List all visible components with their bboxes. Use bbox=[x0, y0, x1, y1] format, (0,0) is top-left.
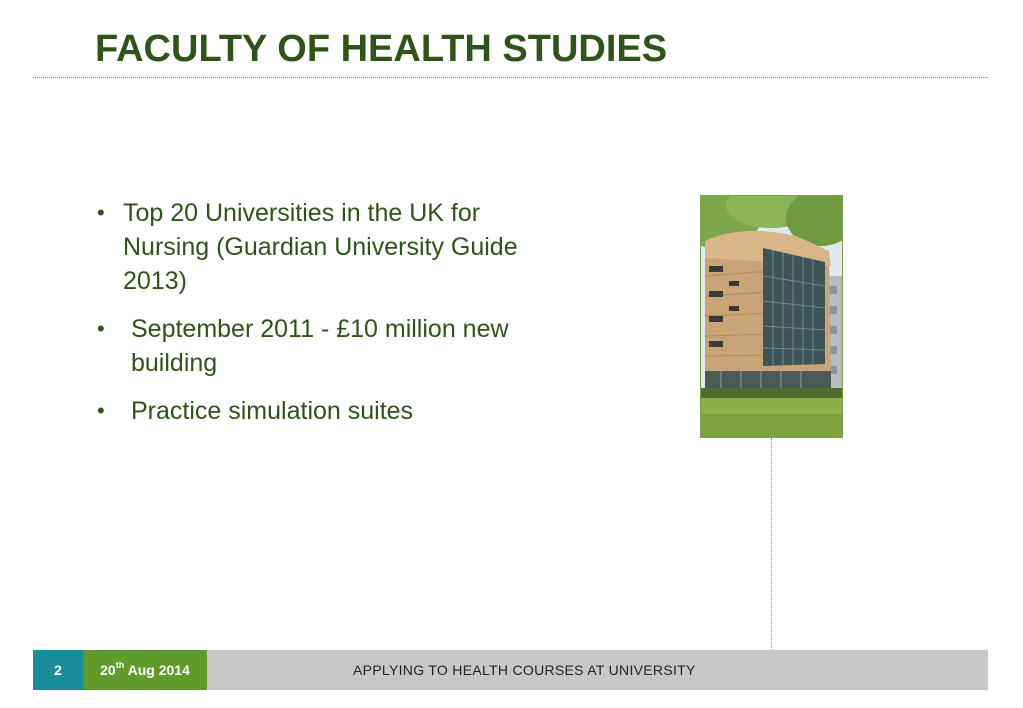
footer-date bbox=[83, 650, 207, 690]
date-day: 20 bbox=[100, 662, 116, 678]
bullet-list bbox=[95, 196, 535, 442]
page-number: 2 bbox=[33, 650, 83, 690]
slide-title: FACULTY OF HEALTH STUDIES bbox=[95, 28, 668, 70]
date-suffix: th bbox=[115, 660, 125, 670]
bullet-item bbox=[95, 312, 535, 380]
bullet-item bbox=[95, 196, 535, 298]
bullet-icon: • bbox=[97, 200, 105, 225]
bullet-item bbox=[95, 394, 535, 428]
title-divider bbox=[33, 77, 988, 78]
bullet-text: September 2011 - £10 million new building bbox=[131, 315, 509, 377]
connector-line bbox=[771, 438, 772, 650]
building-photo bbox=[700, 195, 843, 438]
bullet-icon: • bbox=[97, 398, 105, 423]
footer-bar bbox=[33, 650, 988, 690]
date-rest: Aug 2014 bbox=[124, 662, 190, 678]
bullet-text: Practice simulation suites bbox=[131, 397, 414, 425]
bullet-text: Top 20 Universities in the UK for Nursing (Guardian University Guide 2013) bbox=[123, 199, 518, 295]
footer-course-title: APPLYING TO HEALTH COURSES AT UNIVERSITY bbox=[353, 662, 696, 678]
bullet-icon: • bbox=[97, 316, 105, 341]
building-illustration bbox=[701, 196, 842, 437]
